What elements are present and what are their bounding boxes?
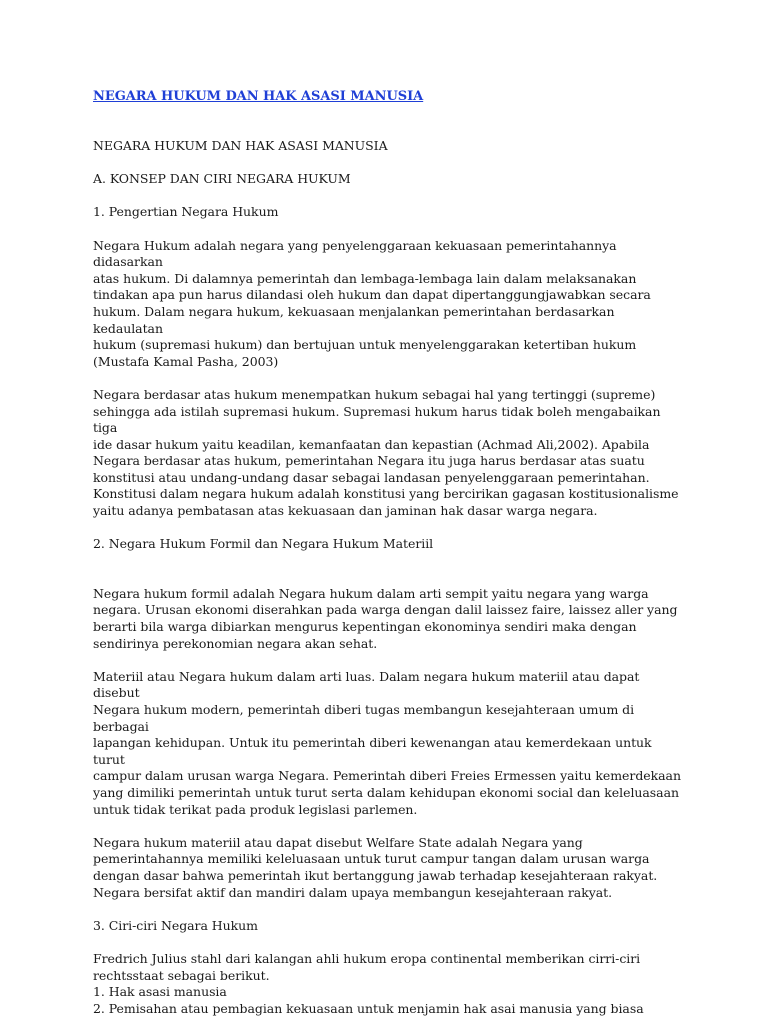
paragraph-line: campur dalam urusan warga Negara. Pemerintah diberi Freies Ermessen yaitu kemerdekaan bbox=[93, 768, 681, 784]
paragraph-4 bbox=[93, 669, 683, 818]
paragraph-2 bbox=[93, 387, 683, 520]
document-page bbox=[93, 88, 683, 1017]
paragraph-line: rechtsstaat sebagai berikut. bbox=[93, 967, 270, 983]
subheading-3: 3. Ciri-ciri Negara Hukum bbox=[93, 917, 258, 933]
paragraph-line: berarti bila warga dibiarkan mengurus kepentingan ekonominya sendiri maka dengan bbox=[93, 619, 637, 635]
paragraph-line: Negara bersifat aktif dan mandiri dalam upaya membangun kesejahteraan rakyat. bbox=[93, 884, 613, 900]
paragraph-line: hukum (supremasi hukum) dan bertujuan untuk menyelenggarakan ketertiban hukum bbox=[93, 337, 637, 353]
paragraph-line: Materiil atau Negara hukum dalam arti luas. Dalam negara hukum materiil atau dapat disebut bbox=[93, 668, 640, 701]
paragraph-line: negara. Urusan ekonomi diserahkan pada warga dengan dalil laissez faire, laissez aller yang bbox=[93, 602, 678, 618]
paragraph-line: Negara Hukum adalah negara yang penyelenggaraan kekuasaan pemerintahannya didasarkan bbox=[93, 237, 617, 270]
paragraph-1 bbox=[93, 238, 683, 371]
subheading-2: 2. Negara Hukum Formil dan Negara Hukum Materiil bbox=[93, 536, 434, 552]
paragraph-3 bbox=[93, 586, 683, 652]
paragraph-line: pemerintahannya memiliki keleluasaan untuk turut campur tangan dalam urusan warga bbox=[93, 851, 650, 867]
paragraph-line: tindakan apa pun harus dilandasi oleh hukum dan dapat dipertanggungjawabkan secara bbox=[93, 287, 651, 303]
paragraph-line: Negara berdasar atas hukum menempatkan hukum sebagai hal yang tertinggi (supreme) bbox=[93, 386, 656, 402]
list-item: 2. Pemisahan atau pembagian kekuasaan untuk menjamin hak asai manusia yang biasa bbox=[93, 1000, 644, 1016]
paragraph-line: Negara berdasar atas hukum, pemerintahan Negara itu juga harus berdasar atas suatu bbox=[93, 453, 645, 469]
paragraph-6 bbox=[93, 951, 683, 984]
paragraph-line: Negara hukum materiil atau dapat disebut Welfare State adalah Negara yang bbox=[93, 834, 583, 850]
subheading-1: 1. Pengertian Negara Hukum bbox=[93, 204, 279, 220]
paragraph-5 bbox=[93, 835, 683, 901]
paragraph-line: Konstitusi dalam negara hukum adalah konstitusi yang bercirikan gagasan kostitusionalisme bbox=[93, 486, 679, 502]
paragraph-line: lapangan kehidupan. Untuk itu pemerintah diberi kewenangan atau kemerdekaan untuk turut bbox=[93, 735, 652, 767]
paragraph-line: ide dasar hukum yaitu keadilan, kemanfaatan dan kepastian (Achmad Ali,2002). Apabila bbox=[93, 436, 650, 452]
paragraph-line: konstitusi atau undang-undang dasar sebagai landasan penyelenggaraan pemerintahan. bbox=[93, 469, 650, 485]
paragraph-line: Fredrich Julius stahl dari kalangan ahli hukum eropa continental memberikan cirri-ciri bbox=[93, 950, 641, 966]
paragraph-line: yaitu adanya pembatasan atas kekuasaan dan jaminan hak dasar warga negara. bbox=[93, 503, 598, 519]
list-item: 1. Hak asasi manusia bbox=[93, 984, 227, 1000]
criteria-list bbox=[93, 984, 683, 1017]
section-heading-a: A. KONSEP DAN CIRI NEGARA HUKUM bbox=[93, 171, 351, 187]
main-heading: NEGARA HUKUM DAN HAK ASASI MANUSIA bbox=[93, 138, 388, 153]
paragraph-line: yang dimiliki pemerintah untuk turut serta dalam kehidupan ekonomi social dan keleluasaan bbox=[93, 784, 679, 800]
paragraph-line: atas hukum. Di dalamnya pemerintah dan lembaga-lembaga lain dalam melaksanakan bbox=[93, 270, 637, 286]
paragraph-line: untuk tidak terikat pada produk legislasi parlemen. bbox=[93, 801, 418, 817]
paragraph-line: sendirinya perekonomian negara akan sehat. bbox=[93, 635, 378, 651]
paragraph-line: Negara hukum modern, pemerintah diberi tugas membangun kesejahteraan umum di berbagai bbox=[93, 702, 635, 734]
paragraph-line: dengan dasar bahwa pemerintah ikut bertanggung jawab terhadap kesejahteraan rakyat. bbox=[93, 867, 658, 883]
paragraph-line: hukum. Dalam negara hukum, kekuasaan menjalankan pemerintahan berdasarkan kedaulatan bbox=[93, 303, 615, 336]
paragraph-line: Negara hukum formil adalah Negara hukum dalam arti sempit yaitu negara yang warga bbox=[93, 585, 649, 601]
paragraph-line: (Mustafa Kamal Pasha, 2003) bbox=[93, 353, 279, 369]
title-link[interactable]: NEGARA HUKUM DAN HAK ASASI MANUSIA bbox=[93, 89, 424, 104]
paragraph-line: sehingga ada istilah supremasi hukum. Supremasi hukum harus tidak boleh mengabaikan tiga bbox=[93, 403, 661, 436]
